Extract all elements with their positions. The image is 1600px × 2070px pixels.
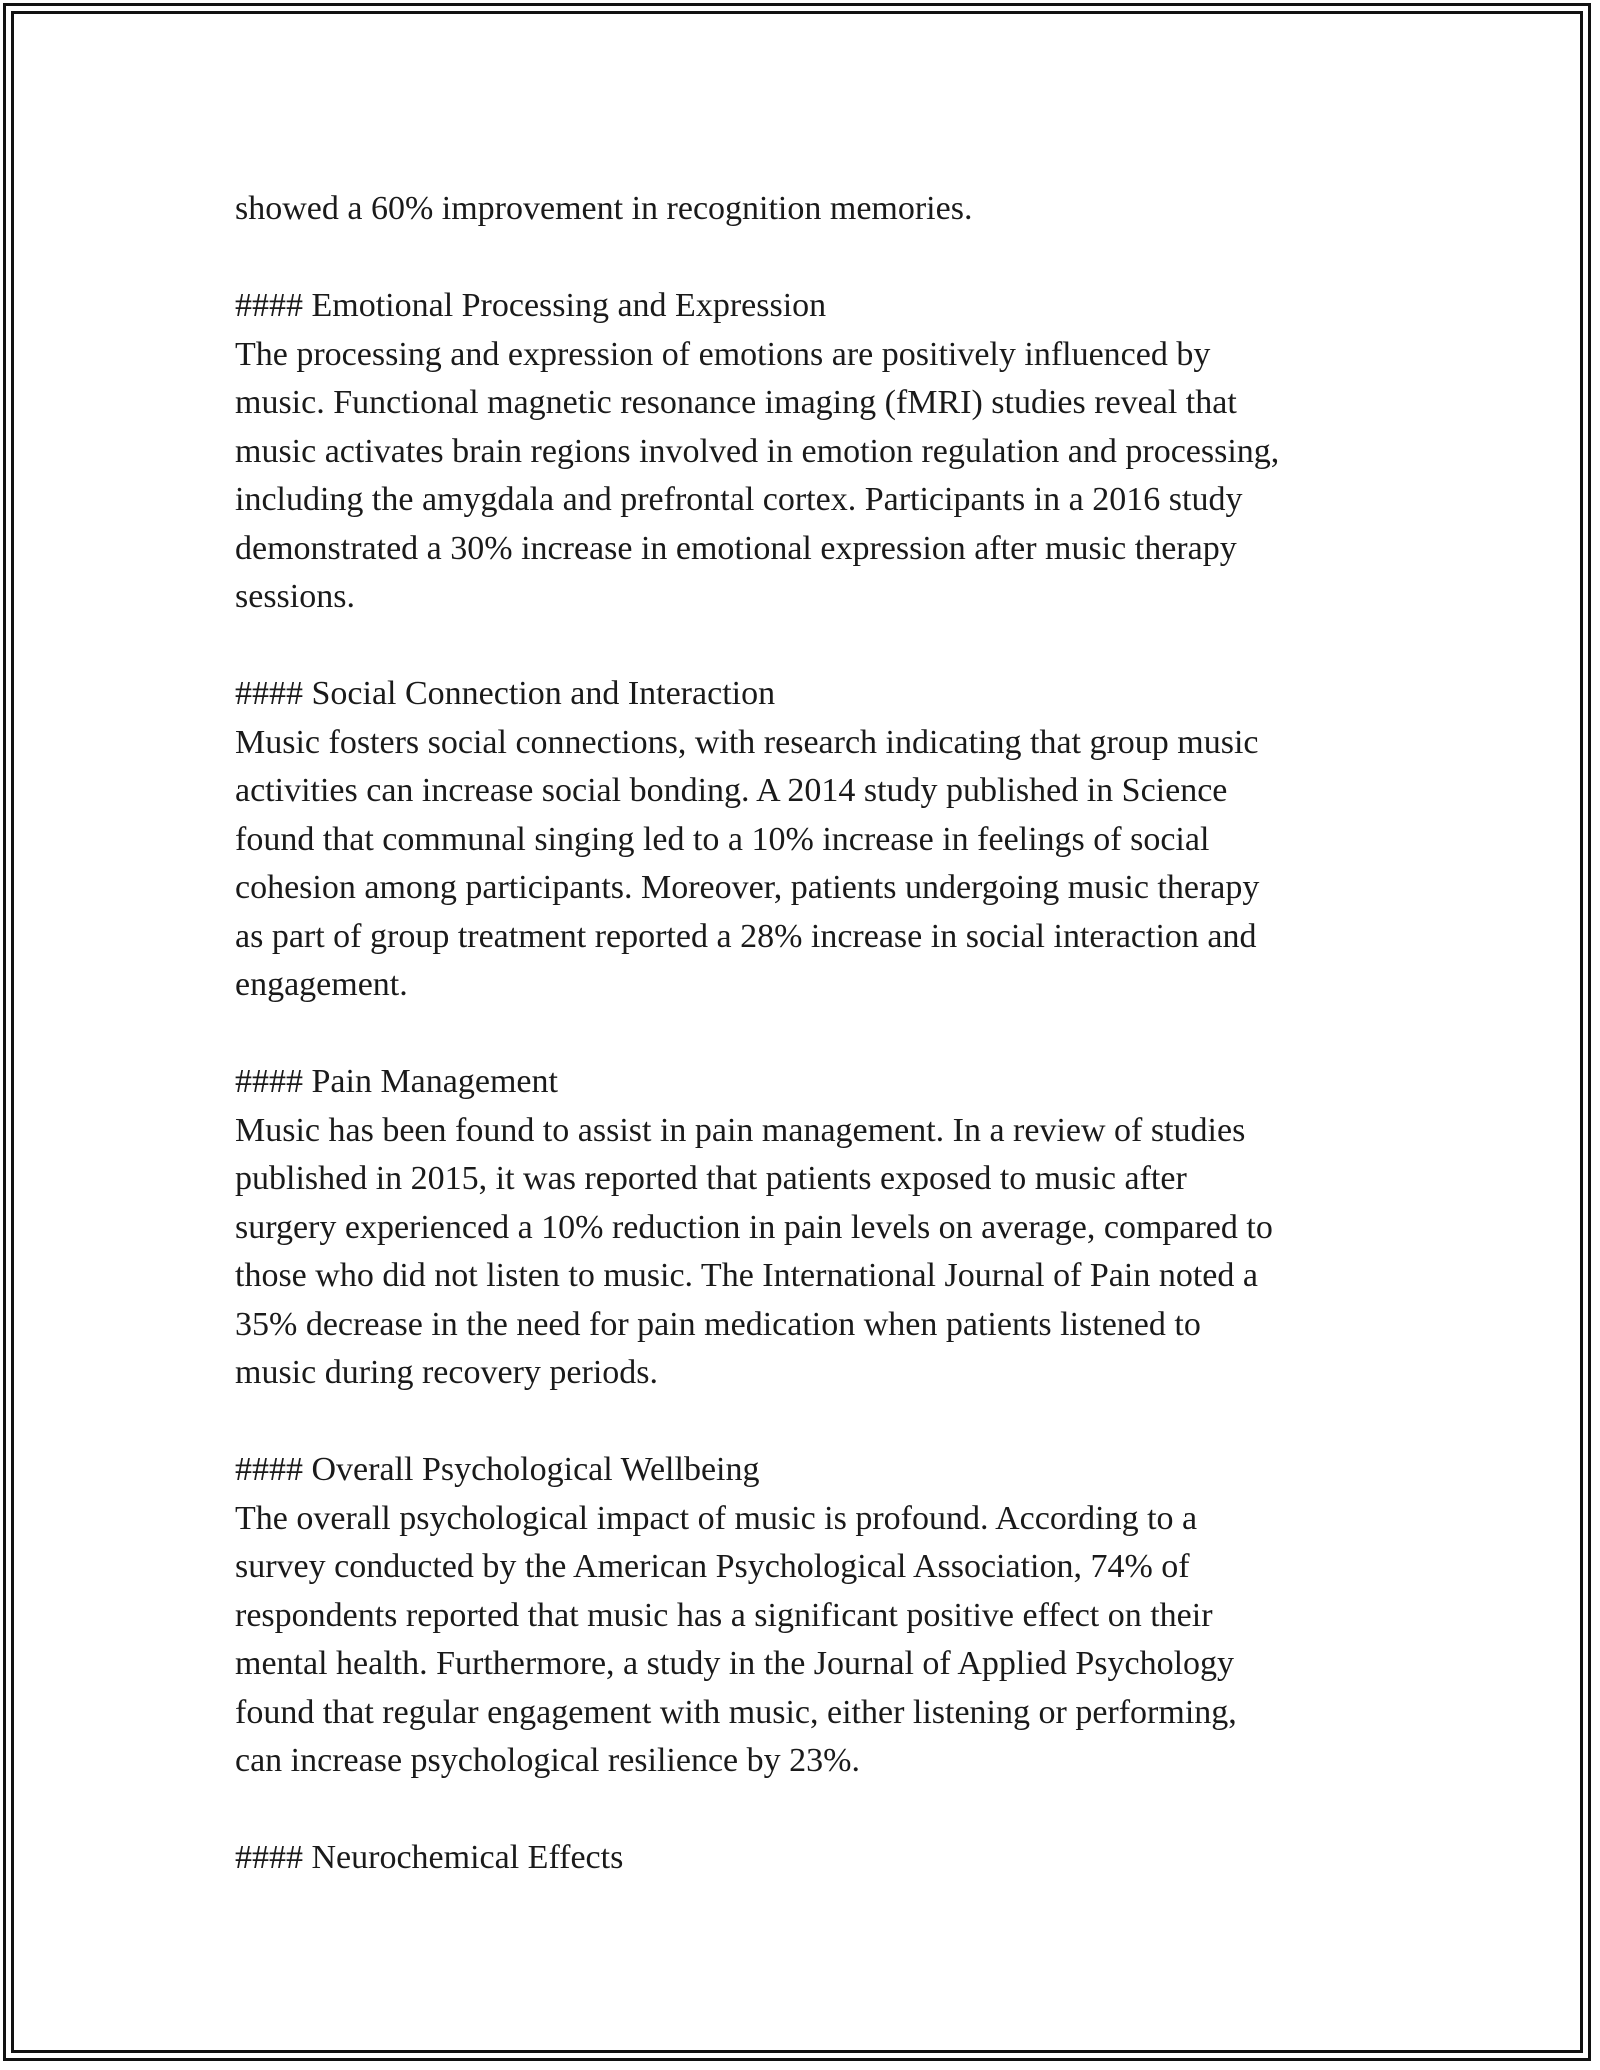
section-social-connection bbox=[235, 670, 1375, 1010]
section-pain-management bbox=[235, 1058, 1375, 1398]
document-body bbox=[235, 185, 1375, 1931]
paragraph-line: surgery experienced a 10% reduction in pain levels on average, compared to bbox=[235, 1208, 1273, 1246]
paragraph-line: cohesion among participants. Moreover, patients undergoing music therapy bbox=[235, 869, 1260, 906]
paragraph-line: those who did not listen to music. The International Journal of Pain noted a bbox=[235, 1257, 1258, 1294]
paragraph-line: music. Functional magnetic resonance imaging (fMRI) studies reveal that bbox=[235, 384, 1237, 421]
paragraph-line: activities can increase social bonding. A 2014 study published in Science bbox=[235, 772, 1228, 809]
paragraph-line: respondents reported that music has a significant positive effect on their bbox=[235, 1596, 1213, 1634]
paragraph-line: can increase psychological resilience by 23%. bbox=[235, 1742, 860, 1779]
intro-paragraph bbox=[235, 185, 1375, 234]
section-neurochemical-effects bbox=[235, 1834, 1375, 1883]
section-psychological-wellbeing bbox=[235, 1446, 1375, 1786]
paragraph-line: Music fosters social connections, with research indicating that group music bbox=[235, 723, 1259, 761]
section-emotional-processing bbox=[235, 282, 1375, 622]
paragraph-line: demonstrated a 30% increase in emotional expression after music therapy bbox=[235, 529, 1237, 567]
paragraph-line: mental health. Furthermore, a study in the Journal of Applied Psychology bbox=[235, 1645, 1235, 1682]
paragraph-line: including the amygdala and prefrontal cortex. Participants in a 2016 study bbox=[235, 481, 1243, 518]
paragraph-line: as part of group treatment reported a 28% increase in social interaction and bbox=[235, 917, 1257, 955]
paragraph-line: engagement. bbox=[235, 966, 408, 1003]
paragraph-line: found that regular engagement with music, either listening or performing, bbox=[235, 1693, 1237, 1731]
section-heading: #### Neurochemical Effects bbox=[235, 1839, 624, 1876]
paragraph-line: published in 2015, it was reported that patients exposed to music after bbox=[235, 1160, 1187, 1197]
paragraph-line: sessions. bbox=[235, 578, 355, 615]
paragraph-line: Music has been found to assist in pain management. In a review of studies bbox=[235, 1111, 1246, 1149]
paragraph-line: music activates brain regions involved in emotion regulation and processing, bbox=[235, 432, 1280, 470]
intro-line: showed a 60% improvement in recognition memories. bbox=[235, 190, 973, 227]
paragraph-line: The overall psychological impact of music is profound. According to a bbox=[235, 1499, 1198, 1537]
section-heading: #### Pain Management bbox=[235, 1063, 558, 1100]
paragraph-line: music during recovery periods. bbox=[235, 1354, 658, 1391]
paragraph-line: 35% decrease in the need for pain medication when patients listened to bbox=[235, 1305, 1201, 1343]
paragraph-line: survey conducted by the American Psychological Association, 74% of bbox=[235, 1548, 1190, 1585]
section-heading: #### Overall Psychological Wellbeing bbox=[235, 1451, 760, 1488]
paragraph-line: The processing and expression of emotions are positively influenced by bbox=[235, 335, 1211, 373]
section-heading: #### Emotional Processing and Expression bbox=[235, 287, 827, 324]
paragraph-line: found that communal singing led to a 10% increase in feelings of social bbox=[235, 820, 1210, 858]
section-heading: #### Social Connection and Interaction bbox=[235, 675, 776, 712]
